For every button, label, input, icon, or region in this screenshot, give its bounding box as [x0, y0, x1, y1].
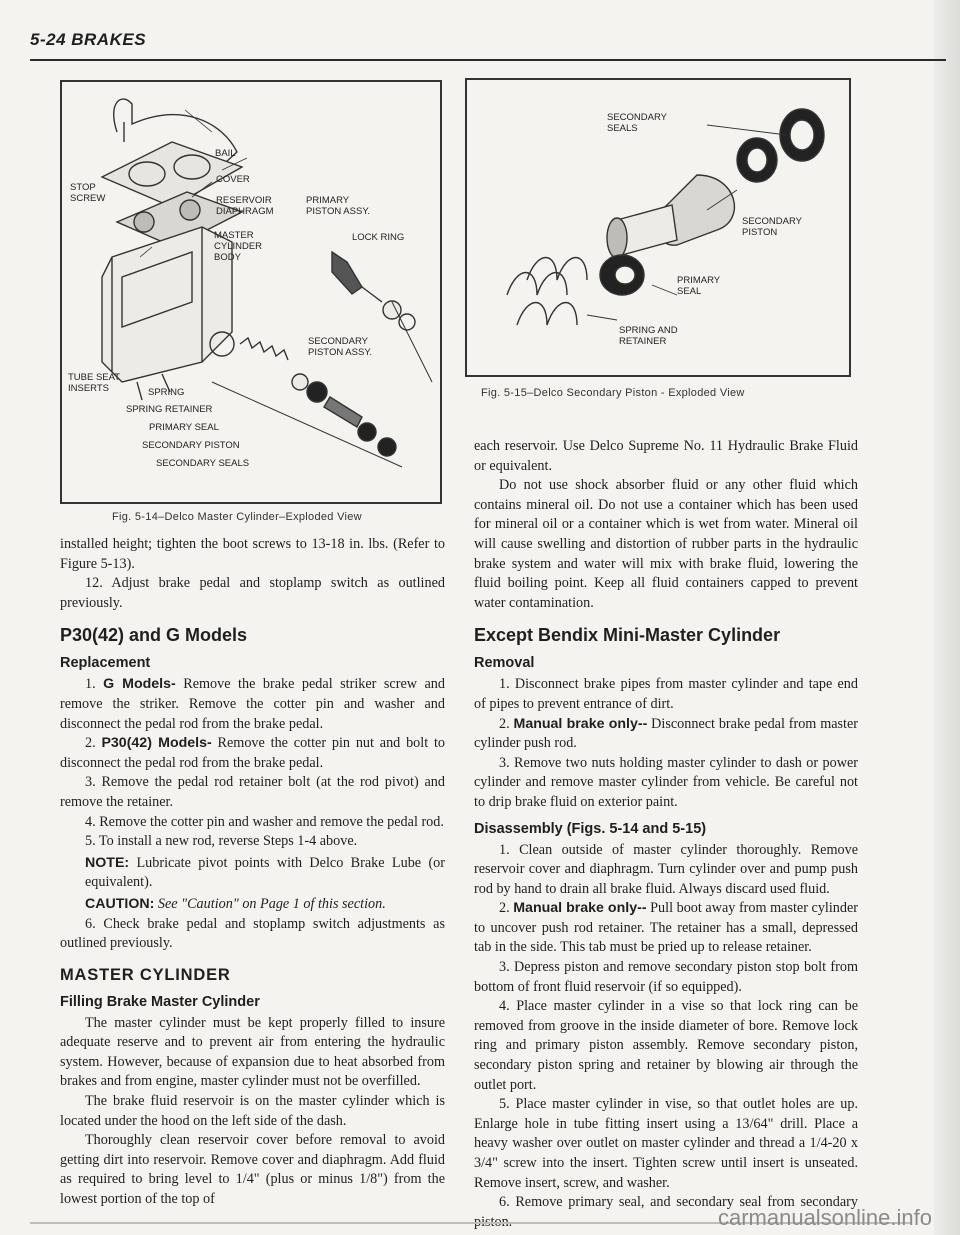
disassembly-step-3: 3. Depress piston and remove secondary piston stop bolt from bottom of front fluid reservoir (if so equipped).: [474, 959, 858, 995]
figure-5-15: [465, 78, 851, 377]
disassembly-step-2-keyword: Manual brake only--: [513, 900, 647, 917]
label-lock-ring: LOCK RING: [352, 232, 405, 243]
disassembly-step-5: 5. Place master cylinder in vise, so that outlet holes are up. Enlarge hole in tube fitting insert using a 13/64" drill. Place a heavy washer over outlet on master cylinder and thread a 1/4-20 x 3/4" screw into the insert. Tighten screw until insert is unseated. Remove insert, screw, and washer.: [474, 1096, 858, 1191]
disassembly-step-2-text: Pull boot away from master cylinder to uncover push rod retainer. The retainer has a small, depressed tab in the side. This tab must be pried up to release retainer.: [474, 900, 859, 956]
watermark: carmanualsonline.info: [717, 1205, 932, 1230]
label-secondary-seals: SECONDARY SEALS: [156, 458, 250, 469]
note-keyword: NOTE:: [85, 854, 130, 871]
heading-master-cylinder: MASTER CYLINDER: [60, 965, 231, 984]
label-secondary-piston: SECONDARY PISTON: [142, 440, 240, 451]
removal-step-1: 1. Disconnect brake pipes from master cylinder and tape end of pipes to prevent entrance of dirt.: [474, 676, 858, 712]
disassembly-step-6: 6. Remove primary seal, and secondary seal from secondary: [499, 1194, 858, 1211]
replacement-step-4: 4. Remove the cotter pin and washer and remove the pedal rod.: [85, 813, 444, 830]
para-reservoir: each reservoir. Use Delco Supreme No. 11 Hydraulic Brake Fluid or equivalent.: [474, 438, 858, 474]
heading-except-bendix: Except Bendix Mini-Master Cylinder: [474, 625, 781, 646]
heading-p30-g-models: P30(42) and G Models: [60, 625, 248, 646]
label-cover: COVER: [216, 174, 250, 185]
replacement-step-5: 5. To install a new rod, reverse Steps 1-4 above.: [85, 833, 358, 850]
spring-coil: [240, 338, 288, 360]
replacement-step-3: 3. Remove the pedal rod retainer bolt (at the rod pivot) and remove the retainer.: [60, 774, 445, 810]
figure-5-14: [60, 80, 442, 504]
label-fig15-secondary-seals: SECONDARY SEALS: [607, 112, 668, 134]
page-edge: [934, 0, 960, 1235]
label-fig15-spring-and-retainer: SPRING AND RETAINER: [619, 325, 678, 347]
removal-step-2-keyword: Manual brake only--: [513, 715, 648, 732]
note: [60, 854, 445, 893]
filling-para-3: Thoroughly clean reservoir cover before removal to avoid getting dirt into reservoir. Remove cover and diaphragm. Add fluid as required to bring level to 1/4" (plus or minus 1/8") from the lowest portion of the top of: [60, 1132, 445, 1208]
removal-step-2-text: Disconnect brake pedal from master cylinder push rod.: [474, 715, 859, 752]
label-spring: SPRING: [148, 387, 185, 398]
label-tube-seat-inserts: TUBE SEAT INSERTS: [68, 372, 121, 394]
page-header: 5-24 BRAKES: [30, 30, 147, 49]
heading-replacement: Replacement: [60, 655, 151, 672]
note-text: Lubricate pivot points with Delco Brake Lube (or equivalent).: [85, 854, 445, 891]
step-1-keyword: G Models-: [103, 676, 176, 693]
disassembly-step-4: 4. Place master cylinder in a vise so that lock ring can be removed from groove in the inside diameter of bore. Remove lock ring and primary piston assembly. Remove secondary piston, secondary piston spring and retainer by blowing air through the outlet port.: [474, 998, 858, 1093]
label-stop-screw: STOP SCREW: [70, 182, 106, 204]
label-master-cylinder-body: MASTER CYLINDER BODY: [214, 230, 263, 263]
heading-filling: Filling Brake Master Cylinder: [60, 993, 260, 1010]
label-primary-piston-assy: PRIMARY PISTON ASSY.: [306, 195, 371, 217]
retainer-spring: [507, 258, 587, 326]
filling-para-1: The master cylinder must be kept properly filled to insure adequate reserve and to prevent air from entering the hydraulic system. However, because of expansion due to heat absorbed from brakes and from engine, master cylinder must not be overfilled.: [60, 1014, 445, 1090]
master-cylinder-illustration: [62, 82, 440, 502]
label-fig15-primary-seal: PRIMARY SEAL: [677, 275, 721, 297]
step-1-text: Remove the brake pedal striker screw and remove the striker. Remove the cotter pin and washer and disconnect the pedal rod from the brake pedal.: [60, 676, 445, 732]
step-1-number: 1.: [85, 676, 96, 693]
replacement-step-2: [60, 734, 445, 773]
right-column: [474, 437, 858, 1232]
para-installed-height: installed height; tighten the boot screws to 13-18 in. lbs. (Refer to Figure 5-13).: [60, 536, 445, 572]
primary-piston: [332, 252, 362, 294]
label-primary-seal: PRIMARY SEAL: [149, 422, 219, 433]
removal-step-2-number: 2.: [499, 715, 510, 732]
left-column: [60, 535, 445, 1210]
removal-step-3: 3. Remove two nuts holding master cylinder to dash or power cylinder and remove master cylinder from vehicle. Be careful not to drip brake fluid on exterior paint.: [474, 754, 858, 810]
filling-para-2: The brake fluid reservoir is on the master cylinder which is located under the hood on the left side of the dash.: [60, 1093, 445, 1129]
label-spring-retainer: SPRING RETAINER: [126, 404, 213, 415]
label-bail: BAIL: [215, 148, 236, 159]
replacement-step-6: 6. Check brake pedal and stoplamp switch adjustments as outlined previously.: [60, 915, 445, 952]
label-fig15-secondary-piston: SECONDARY PISTON: [742, 216, 803, 238]
heading-disassembly: Disassembly (Figs. 5-14 and 5-15): [474, 820, 707, 837]
header-rule: [30, 59, 946, 61]
figure-5-14-caption: Fig. 5-14–Delco Master Cylinder–Exploded View: [112, 511, 362, 523]
disassembly-step-1: 1. Clean outside of master cylinder thoroughly. Remove reservoir cover and diaphragm. Turn cylinder over and pump push rod by hand to drain all brake fluid. Always discard used fluid.: [474, 841, 858, 897]
label-reservoir-diaphragm: RESERVOIR DIAPHRAGM: [216, 195, 274, 217]
replacement-step-1: [60, 675, 445, 734]
disassembly-step-2: [474, 899, 858, 958]
label-secondary-piston-assy: SECONDARY PISTON ASSY.: [308, 336, 373, 358]
para-step-12: 12. Adjust brake pedal and stoplamp switch as outlined previously.: [60, 575, 445, 611]
step-2-number: 2.: [85, 735, 96, 752]
caution-keyword: CAUTION:: [85, 895, 155, 912]
heading-removal: Removal: [474, 655, 535, 672]
caution: [60, 895, 445, 915]
caution-text: See "Caution" on Page 1 of this section.: [154, 895, 386, 912]
disassembly-step-2-number: 2.: [499, 900, 510, 917]
para-mineral-oil: Do not use shock absorber fluid or any other fluid which contains mineral oil. Do not use a container which has been used for mineral oil or a container which is wet from water. Mineral oil will cause swelling and distortion of rubber parts in the hydraulic brake system and water will mix with brake fluid, lowering the fluid boiling point. Keep all fluid containers capped to prevent water contamination.: [474, 477, 858, 611]
removal-step-2: [474, 715, 858, 754]
step-2-text: Remove the cotter pin nut and bolt to disconnect the pedal rod from the brake pedal.: [60, 735, 445, 771]
step-2-keyword: P30(42) Models-: [101, 735, 212, 752]
figure-5-15-caption: Fig. 5-15–Delco Secondary Piston - Exploded View: [481, 387, 745, 399]
